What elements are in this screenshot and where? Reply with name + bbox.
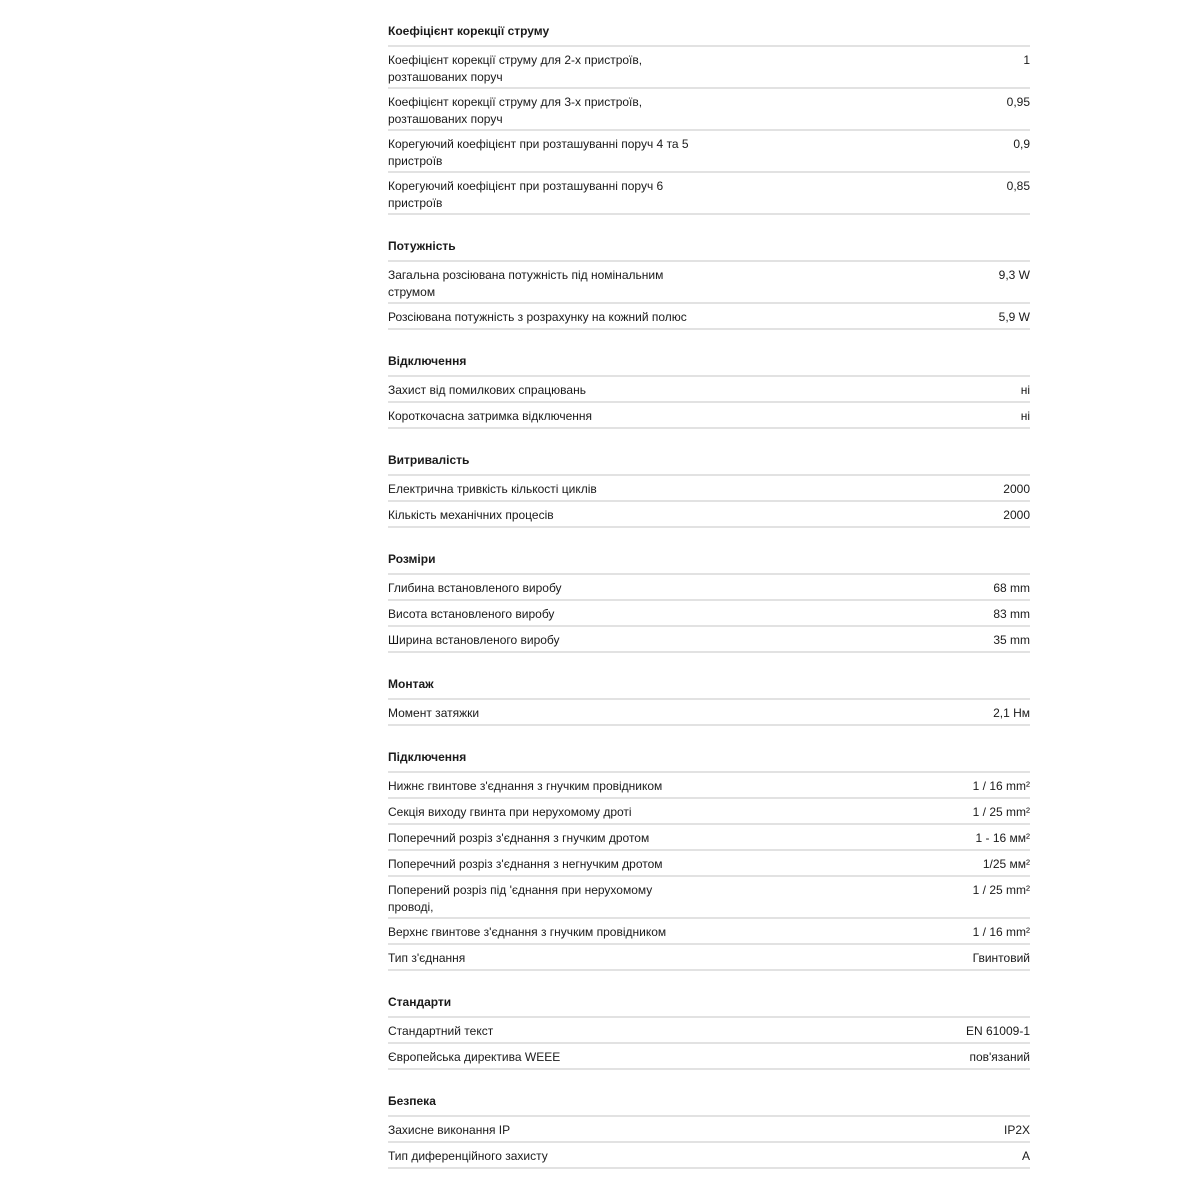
spec-label: Ширина встановленого виробу <box>388 633 560 647</box>
spec-label: Короткочасна затримка відключення <box>388 409 592 423</box>
spec-row <box>388 1143 1030 1169</box>
spec-label: Момент затяжки <box>388 706 480 720</box>
section-dimensions <box>388 528 1030 653</box>
spec-value: 1 / 25 mm² <box>972 805 1030 819</box>
spec-row <box>388 173 1030 215</box>
spec-value: 1 <box>1023 53 1030 67</box>
section-standards <box>388 971 1030 1070</box>
spec-value: 1/25 мм² <box>982 857 1030 871</box>
spec-value: 0,9 <box>1013 137 1030 151</box>
spec-label: Корегуючий коефіцієнт при розташуванні поруч 4 та 5 пристроїв <box>388 137 689 168</box>
spec-label: Поперечний розріз з'єднання з негнучким дротом <box>388 857 663 871</box>
spec-label: Нижнє гвинтове з'єднання з гнучким провідником <box>388 779 663 793</box>
spec-value: 0,95 <box>1006 95 1030 109</box>
section-current-correction <box>388 0 1030 215</box>
spec-row <box>388 476 1030 502</box>
spec-value: EN 61009-1 <box>965 1024 1030 1038</box>
section-title: Розміри <box>388 551 1030 575</box>
spec-row <box>388 403 1030 429</box>
spec-sheet <box>388 0 1030 1169</box>
spec-value: ні <box>1020 409 1030 423</box>
spec-label: Верхнє гвинтове з'єднання з гнучким провідником <box>388 925 667 939</box>
spec-value: ні <box>1020 383 1030 397</box>
spec-label: Тип з'єднання <box>388 951 466 965</box>
spec-label: Стандартний текст <box>388 1024 494 1038</box>
section-power <box>388 215 1030 330</box>
spec-row <box>388 825 1030 851</box>
spec-row <box>388 47 1030 89</box>
spec-row <box>388 919 1030 945</box>
spec-row <box>388 575 1030 601</box>
spec-row <box>388 377 1030 403</box>
spec-value: 1 / 25 mm² <box>972 883 1030 897</box>
spec-label: Електрична тривкість кількості циклів <box>388 482 597 496</box>
spec-row <box>388 131 1030 173</box>
spec-row <box>388 700 1030 726</box>
spec-label: Загальна розсіювана потужність під номінальним струмом <box>388 268 664 299</box>
section-title: Відключення <box>388 353 1030 377</box>
spec-row <box>388 1018 1030 1044</box>
spec-value: 0,85 <box>1006 179 1030 193</box>
spec-row <box>388 89 1030 131</box>
spec-row <box>388 627 1030 653</box>
spec-value: 5,9 W <box>998 310 1030 324</box>
spec-label: Тип диференційного захисту <box>388 1149 548 1163</box>
spec-row <box>388 304 1030 330</box>
spec-value: IP2X <box>1003 1123 1030 1137</box>
section-title: Стандарти <box>388 994 1030 1018</box>
spec-value: 35 mm <box>993 633 1030 647</box>
spec-label: Корегуючий коефіцієнт при розташуванні поруч 6 пристроїв <box>388 179 664 210</box>
spec-row <box>388 1117 1030 1143</box>
spec-label: Глибина встановленого виробу <box>388 581 562 595</box>
section-tripping <box>388 330 1030 429</box>
spec-value: пов'язаний <box>969 1050 1030 1064</box>
spec-value: 2,1 Нм <box>993 706 1030 720</box>
spec-value: 1 - 16 мм² <box>975 831 1030 845</box>
section-connection <box>388 726 1030 971</box>
spec-row <box>388 773 1030 799</box>
spec-value: 1 / 16 mm² <box>972 779 1030 793</box>
spec-label: Кількість механічних процесів <box>388 508 554 522</box>
spec-value: 83 mm <box>993 607 1030 621</box>
spec-row <box>388 502 1030 528</box>
spec-value: 1 / 16 mm² <box>972 925 1030 939</box>
spec-label: Захисне виконання IP <box>388 1123 511 1137</box>
spec-label: Висота встановленого виробу <box>388 607 555 621</box>
spec-label: Європейська директива WEEE <box>388 1050 561 1064</box>
spec-label: Поперений розріз під 'єднання при нерухомому проводі, <box>388 883 653 914</box>
spec-row <box>388 877 1030 919</box>
spec-value: 9,3 W <box>998 268 1030 282</box>
spec-value: A <box>1021 1149 1030 1163</box>
spec-value: Гвинтовий <box>972 951 1030 965</box>
section-mounting <box>388 653 1030 726</box>
section-title: Коефіцієнт корекції струму <box>388 23 1030 47</box>
section-endurance <box>388 429 1030 528</box>
section-title: Потужність <box>388 238 1030 262</box>
spec-value: 2000 <box>1003 508 1030 522</box>
spec-label: Коефіцієнт корекції струму для 2-х пристроїв, розташованих поруч <box>388 53 643 84</box>
spec-row <box>388 851 1030 877</box>
spec-value: 2000 <box>1003 482 1030 496</box>
spec-row <box>388 799 1030 825</box>
section-title: Монтаж <box>388 676 1030 700</box>
spec-label: Коефіцієнт корекції струму для 3-х пристроїв, розташованих поруч <box>388 95 643 126</box>
section-title: Підключення <box>388 749 1030 773</box>
spec-label: Секція виходу гвинта при нерухомому дроті <box>388 805 632 819</box>
spec-row <box>388 1044 1030 1070</box>
section-title: Безпека <box>388 1093 1030 1117</box>
spec-label: Поперечний розріз з'єднання з гнучким дротом <box>388 831 650 845</box>
spec-row <box>388 262 1030 304</box>
section-safety <box>388 1070 1030 1169</box>
spec-row <box>388 945 1030 971</box>
spec-label: Розсіювана потужність з розрахунку на кожний полюс <box>388 310 687 324</box>
spec-value: 68 mm <box>993 581 1030 595</box>
section-title: Витривалість <box>388 452 1030 476</box>
spec-row <box>388 601 1030 627</box>
spec-label: Захист від помилкових спрацювань <box>388 383 586 397</box>
